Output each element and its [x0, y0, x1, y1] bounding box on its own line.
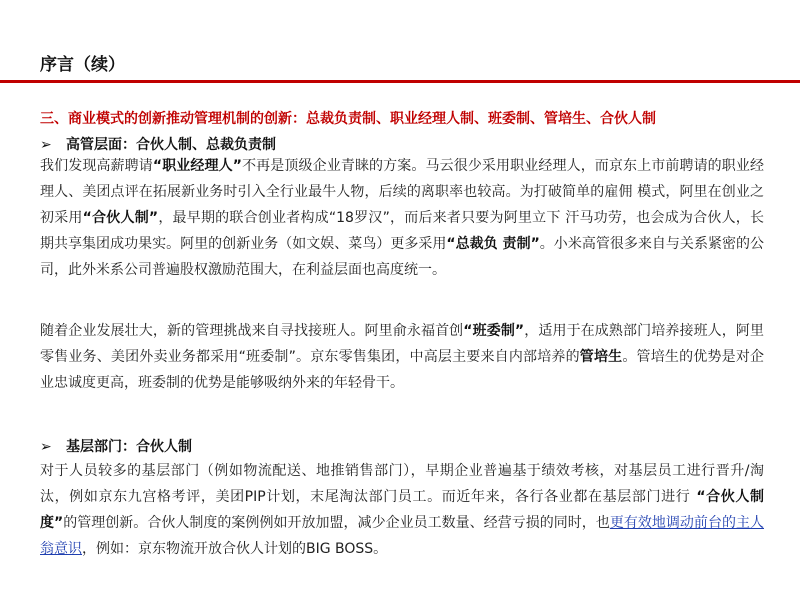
- ownership-awareness-link[interactable]: 更有效地调动前台的主人翁意识: [40, 515, 764, 557]
- page-title: 序言（续）: [40, 55, 125, 75]
- paragraph-grassroots: [40, 458, 764, 562]
- arrow-bullet-icon: ➢: [40, 439, 52, 455]
- para2-bold-2: 管培生: [579, 349, 623, 365]
- para3-text-2: 的管理创新。合伙人制度的案例例如开放加盟，减少企业员工数量、经营亏损的同时，也: [63, 515, 610, 531]
- para3-bold-1: “合伙人制度”: [40, 489, 764, 531]
- subheading-grassroots: [40, 436, 192, 456]
- para3-text-3: ，例如：京东物流开放合伙人计划的BIG BOSS。: [82, 541, 388, 557]
- para1-bold-2: “合伙人制”: [82, 210, 159, 226]
- arrow-bullet-icon: ➢: [40, 137, 52, 153]
- paragraph-executive: [40, 153, 764, 283]
- para2-text-3: 。管培生的优势是对企业忠诚度更高，班委制的优势是能够吸纳外来的年轻骨干。: [40, 349, 765, 391]
- para3-text-1: 对于人员较多的基层部门（例如物流配送、地推销售部门），早期企业普遍基于绩效考核，对基层员工进行晋升/淘汰，例如京东九宫格考评，美团PIP计划，末尾淘汰部门员工。而近年来，各行各业都在基层部门进行: [40, 463, 764, 505]
- para1-text-4: 。小米高管很多来自与关系紧密的公司，此外米系公司普遍股权激励范围大，在利益层面也高度统一。: [40, 236, 765, 278]
- para1-text-2: 不再是顶级企业青睐的方案。马云很少采用职业经理人，而京东上市前聘请的职业经理人、美团点评在拓展新业务时引入全行业最牛人物，后续的离职率也较高。为打破简单的雇佣 模式，阿里在创业之初采用: [40, 158, 765, 226]
- para2-text-1: 随着企业发展壮大，新的管理挑战来自寻找接班人。阿里俞永福首创: [40, 323, 464, 339]
- para1-text-3: ，最早期的联合创业者构成“18罗汉”，而后来者只要为阿里立下 汗马功劳，也会成为合伙人，长期共享集团成功果实。阿里的创新业务（如文娱、菜鸟）更多采用: [40, 210, 764, 252]
- subheading-executive-label: 高管层面：合伙人制、总裁负责制: [66, 137, 276, 153]
- para1-bold-3: “总裁负 责制”: [446, 236, 540, 252]
- subheading-executive: [40, 134, 276, 154]
- para2-bold-1: “班委制”: [463, 323, 525, 339]
- para1-text-1: 我们发现高薪聘请: [40, 158, 153, 174]
- title-divider: [0, 80, 800, 83]
- para1-bold-1: “职业经理人”: [152, 158, 242, 174]
- para2-text-2: ，适用于在成熟部门培养接班人，阿里零售业务、美团外卖业务都采用“班委制”。京东零售集团，中高层主要来自内部培养的: [40, 323, 765, 365]
- paragraph-succession: [40, 318, 764, 396]
- subheading-grassroots-label: 基层部门：合伙人制: [66, 439, 192, 455]
- section-heading: 三、商业模式的创新推动管理机制的创新：总裁负责制、职业经理人制、班委制、管培生、合伙人制: [40, 111, 656, 127]
